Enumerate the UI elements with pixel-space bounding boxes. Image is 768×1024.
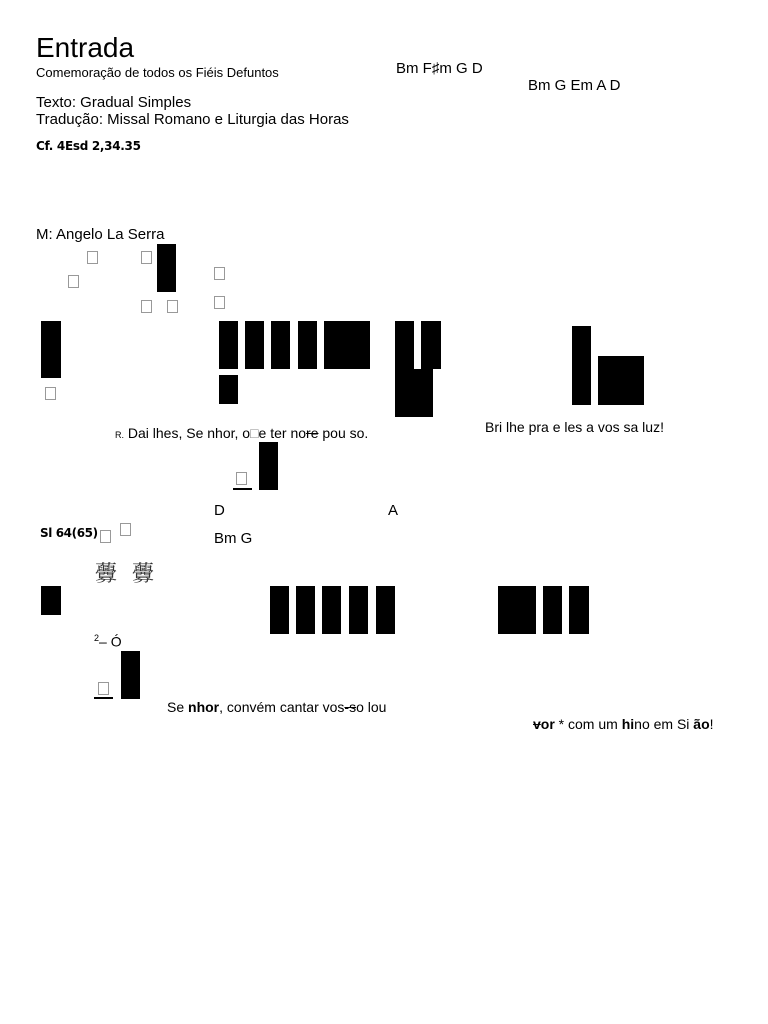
psalm-end-bold-1: or bbox=[540, 716, 555, 732]
notation-block bbox=[395, 321, 414, 369]
verse-marker-text: – Ó bbox=[99, 633, 122, 650]
refrain-lyric-b: e ter no bbox=[258, 425, 307, 441]
chord-a: A bbox=[388, 502, 399, 519]
traducao-line: Tradução: Missal Romano e Liturgia das Horas bbox=[36, 111, 349, 128]
psalm-end-strike: v bbox=[533, 716, 541, 732]
missing-glyph-box bbox=[167, 300, 178, 313]
missing-glyph-box bbox=[87, 251, 98, 264]
missing-glyph-box bbox=[100, 530, 111, 543]
chord-d: D bbox=[214, 502, 225, 519]
refrain-lyric-strike: re bbox=[306, 425, 319, 441]
notation-block bbox=[421, 321, 441, 369]
scripture-reference: Cf. 4Esd 2,34.35 bbox=[36, 139, 141, 153]
composer: M: Angelo La Serra bbox=[36, 226, 165, 243]
verse-number: 2 bbox=[94, 633, 100, 643]
psalm-lyric-a: Se bbox=[167, 699, 189, 715]
notation-block bbox=[322, 586, 341, 634]
notation-block bbox=[395, 369, 433, 417]
refrain-lyric-line bbox=[115, 425, 368, 441]
refrain-lyric-c: pou so. bbox=[318, 425, 369, 441]
psalm-end-bold-3: ão bbox=[693, 716, 710, 732]
notation-block bbox=[245, 321, 264, 369]
psalm-label: Sl 64(65) bbox=[40, 526, 98, 540]
page-title: Entrada bbox=[36, 32, 135, 63]
missing-glyph-box bbox=[120, 523, 131, 536]
psalm-end-mid-2: no em Si bbox=[634, 716, 694, 732]
refrain-lyric-line-2: Bri lhe pra e les a vos sa luz! bbox=[485, 419, 664, 435]
missing-glyph-box bbox=[214, 296, 225, 309]
notation-block bbox=[572, 326, 591, 405]
missing-glyph-box bbox=[236, 472, 247, 485]
verse-marker bbox=[94, 633, 122, 650]
notation-block bbox=[41, 586, 61, 615]
psalm-lyric-strike: -s bbox=[344, 699, 357, 715]
underline-mark bbox=[233, 488, 252, 490]
cjk-glyphs: 虋 虋 bbox=[95, 562, 158, 587]
page-subtitle: Comemoração de todos os Fiéis Defuntos bbox=[36, 65, 279, 80]
notation-block bbox=[569, 586, 589, 634]
notation-block bbox=[298, 321, 317, 369]
notation-block bbox=[259, 442, 278, 490]
missing-glyph-box bbox=[98, 682, 109, 695]
notation-block bbox=[296, 586, 315, 634]
texto-line: Texto: Gradual Simples bbox=[36, 94, 192, 111]
notation-block bbox=[598, 356, 644, 405]
notation-block bbox=[270, 586, 289, 634]
chord-bm-g: Bm G bbox=[214, 530, 253, 547]
notation-block bbox=[349, 586, 368, 634]
notation-block bbox=[376, 586, 395, 634]
missing-glyph: □ bbox=[250, 425, 259, 441]
missing-glyph-box bbox=[141, 251, 152, 264]
notation-block bbox=[271, 321, 290, 369]
notation-block bbox=[41, 321, 61, 378]
missing-glyph-box bbox=[68, 275, 79, 288]
psalm-end-mid: * com um bbox=[554, 716, 622, 732]
notation-block bbox=[121, 651, 140, 699]
refrain-marker: R. bbox=[115, 430, 124, 440]
notation-block bbox=[219, 375, 238, 404]
missing-glyph-box bbox=[45, 387, 56, 400]
chords-line-2: Bm G Em A D bbox=[528, 77, 621, 94]
notation-block bbox=[498, 586, 536, 634]
notation-block bbox=[324, 321, 370, 369]
underline-mark bbox=[94, 697, 113, 699]
psalm-end-tail: ! bbox=[709, 716, 714, 732]
psalm-lyric-b: , convém cantar vos bbox=[219, 699, 345, 715]
refrain-lyric-a: Dai lhes, Se nhor, o bbox=[127, 425, 251, 441]
psalm-lyric-line bbox=[167, 699, 386, 715]
psalm-end-bold-2: hi bbox=[621, 716, 635, 732]
notation-block bbox=[219, 321, 238, 369]
psalm-lyric-c: o lou bbox=[356, 699, 387, 715]
chords-line-1: Bm F♯m G D bbox=[396, 60, 483, 77]
notation-block bbox=[157, 244, 176, 292]
psalm-lyric-bold: nhor bbox=[188, 699, 220, 715]
notation-block bbox=[543, 586, 562, 634]
missing-glyph-box bbox=[141, 300, 152, 313]
psalm-lyric-end bbox=[533, 716, 714, 732]
missing-glyph-box bbox=[214, 267, 225, 280]
